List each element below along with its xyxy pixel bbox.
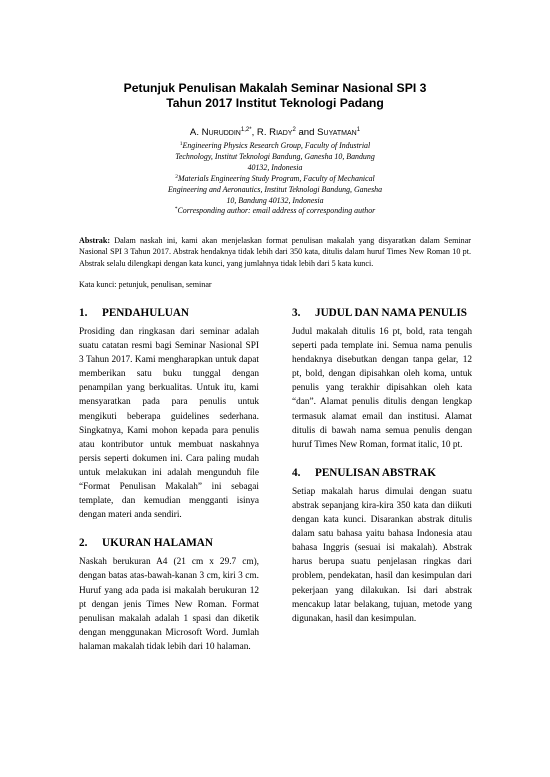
affiliations	[90, 141, 460, 217]
title-line-1: Petunjuk Penulisan Makalah Seminar Nasional SPI 3	[123, 81, 427, 95]
section-2-title: UKURAN HALAMAN	[102, 537, 213, 550]
affiliation-1-line-2: Technology, Institut Teknologi Bandung, Ganesha 10, Bandung	[175, 151, 375, 161]
author-list	[60, 126, 490, 139]
section-3-title: JUDUL DAN NAMA PENULIS	[315, 307, 467, 319]
author-1-affiliation-mark: 1,2*	[240, 127, 252, 133]
affiliation-1-mark: 1	[179, 141, 183, 147]
section-4-heading	[292, 466, 472, 480]
title-line-2: Tahun 2017 Institut Teknologi Padang	[166, 96, 384, 110]
section-1-number: 1.	[79, 307, 88, 319]
affiliation-1-line-3: 40132, Indonesia	[247, 162, 303, 172]
keywords: Kata kunci: petunjuk, penulisan, seminar	[79, 280, 212, 289]
abstract-text: Dalam naskah ini, kami akan menjelaskan format penulisan makalah yang disyaratkan dalam Seminar Nasional SPI 3 Tahun 2017. Abstrak hendaknya tidak lebih dari 350 kata, ditulis dalam huruf Times New Roman 10 pt. Abstrak selalu dilengkapi dengan kata kunci, yang jumlahnya tidak lebih dari 5 kata kunci.	[79, 236, 471, 268]
affiliation-2-line-2: Engineering and Aeronautics, Institut Teknologi Bandung, Ganesha	[167, 184, 383, 194]
section-4-number: 4.	[292, 466, 301, 479]
section-4-title: PENULISAN ABSTRAK	[315, 466, 436, 479]
author-separator-2: and	[295, 127, 318, 138]
paper-title	[60, 81, 490, 111]
section-2-heading	[79, 536, 259, 550]
section-3-heading	[292, 306, 472, 320]
section-2-number: 2.	[79, 537, 88, 550]
author-3-affiliation-mark: 1	[356, 127, 361, 133]
abstract-label: Abstrak:	[79, 236, 111, 245]
abstract	[79, 235, 471, 269]
corresponding-author: *Corresponding author: email address of corresponding author	[174, 206, 376, 216]
section-1-heading	[79, 306, 259, 320]
section-2-body: Naskah berukuran A4 (21 cm x 29.7 cm), dengan batas atas-bawah-kanan 3 cm, kiri 3 cm. Huruf yang ada pada isi makalah berukuran 12 pt dengan jenis Times New Roman. Format penulisan makalah adalah 1 spasi dan diketik dengan menggunakan Microsoft Word. Jumlah halaman makalah tidak lebih dari 10 halaman.	[79, 557, 259, 652]
left-column	[79, 306, 259, 668]
author-2-affiliation-mark: 2	[292, 127, 296, 133]
affiliation-1-line-1: $^1$Engineering Physics Research Group, Faculty of Industrial	[179, 141, 371, 150]
author-1-initial: A.	[189, 127, 202, 138]
affiliation-2-line-1: $^2$Materials Engineering Study Program, Faculty of Mechanical	[175, 173, 375, 183]
section-3-body: Judul makalah ditulis 16 pt, bold, rata tengah seperti pada template ini. Semua nama penulis hendaknya disebutkan dengan tanpa gelar, 12 pt, bold, dengan dipisahkan oleh koma, untuk penulis yang terakhir dipisahkan oleh kata “dan”. Alamat penulis ditulis dengan lengkap termasuk alamat email dan institusi. Alamat ditulis di bawah nama semua penulis dengan huruf Times New Roman, format italic, 10 pt.	[292, 327, 472, 450]
affiliation-2-line-3: 10, Bandung 40132, Indonesia	[226, 195, 324, 205]
section-1-body: Prosiding dan ringkasan dari seminar adalah suatu catatan resmi bagi Seminar Nasional SPI 3 Tahun 2017. Kami mengharapkan untuk dapat memberikan satu buku tunggal dengan penampilan yang berkualitas. Untuk itu, kami mensyaratkan pada para penulis untuk mengikuti beberapa guidelines sederhana. Singkatnya, Kami mohon kepada para penulis atau kontributor untuk membuat naskahnya persis seperti dokumen ini. Cara paling mudah untuk melakukan ini adalah mengunduh file “Format Penulisan Makalah” ini sebagai template, dan kemudian mengganti isinya dengan materi anda sendiri.	[79, 327, 259, 521]
section-4-body: Setiap makalah harus dimulai dengan suatu abstrak sepanjang kira-kira 350 kata dan diikuti dengan kata kunci. Disarankan abstrak ditulis dalam satu bahasa yaitu bahasa Indonesia atau bahasa Inggris (sesuai isi makalah). Abstrak harus berupa suatu penjelasan ringkas dari problem, pendekatan, hasil dan kesimpulan dari pekerjaan yang dilakukan. Isi dari abstrak mencakup latar belakang, tujuan, metode yang digunakan, hasil dan kesimpulan.	[292, 486, 472, 624]
affiliation-2-mark: 2	[175, 173, 179, 180]
corresponding-mark: *	[174, 206, 178, 213]
section-3-number: 3.	[292, 307, 301, 319]
author-3-name: Suyatman	[317, 127, 357, 138]
right-column	[292, 306, 472, 640]
author-2-name: Riady	[269, 127, 293, 138]
author-1-name: Nuruddin	[201, 127, 241, 138]
author-separator-1: , R.	[251, 127, 270, 138]
section-1-title: PENDAHULUAN	[102, 307, 190, 319]
